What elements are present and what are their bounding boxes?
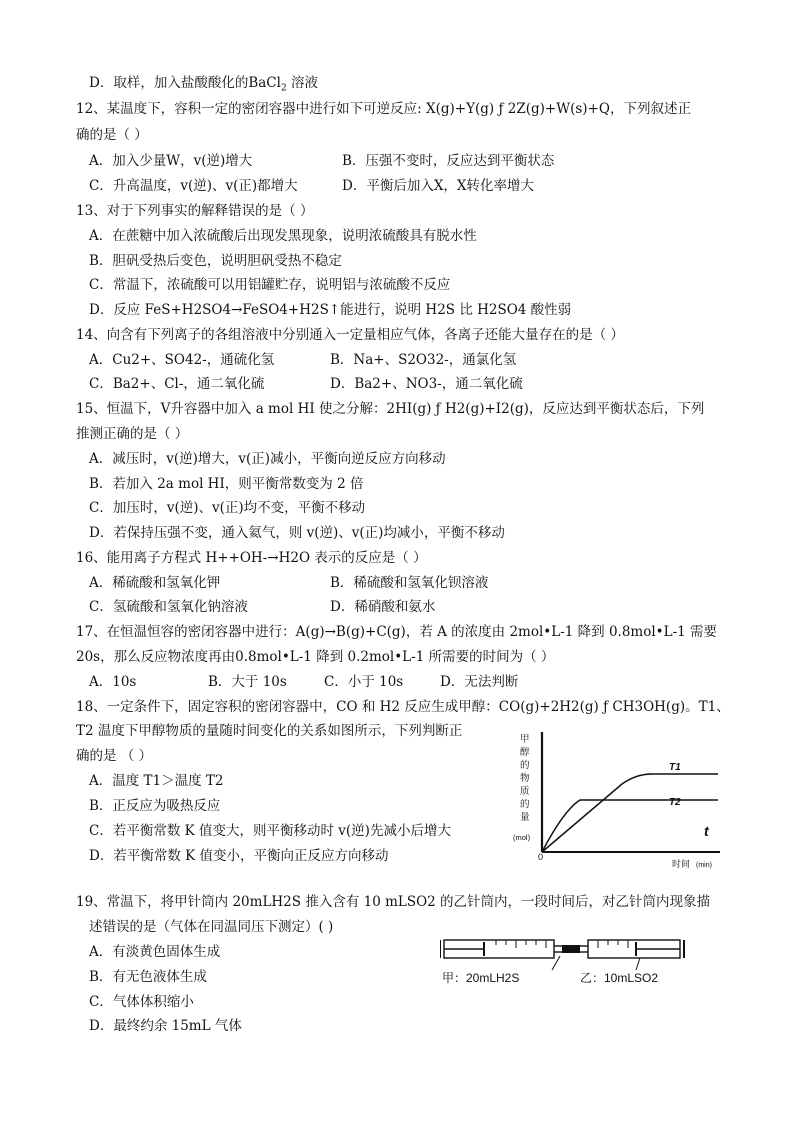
y-label-char: 量: [520, 812, 530, 823]
x-label: 时间: [672, 859, 691, 869]
q15-option-b: B．若加入 2a mol HI，则平衡常数变为 2 倍: [89, 476, 364, 492]
q19-option-a: A．有淡黄色固体生成: [89, 944, 221, 960]
q19-option-c: C．气体体积缩小: [89, 994, 194, 1010]
curve-t2: [542, 800, 718, 852]
y-label-char: 物: [520, 773, 530, 784]
syringe-connector: [562, 945, 580, 953]
q14-stem: 14、向含有下列离子的各组溶液中分别通入一定量相应气体，各离子还能大量存在的是（ ）: [76, 327, 624, 343]
q16-stem: 16、能用离子方程式 H++OH-→H2O 表示的反应是（ ）: [76, 550, 427, 566]
q15-option-d: D．若保持压强不变，通入氦气，则 v(逆)、v(正)均减小，平衡不移动: [89, 525, 505, 541]
q17-option-c: C．小于 10s: [324, 674, 404, 690]
q12-option-a: A．加入少量W，v(逆)增大: [89, 153, 253, 169]
q19-option-d: D．最终约余 15mL 气体: [89, 1018, 242, 1034]
q14-option-c: C．Ba2+、Cl-，通二氧化硫: [89, 376, 265, 392]
q17-option-b: B．大于 10s: [208, 674, 287, 690]
x-unit: (min): [696, 862, 712, 869]
q18-stem-cont: T2 温度下甲醇物质的量随时间变化的关系如图所示，下列判断正: [76, 723, 463, 739]
q13-stem: 13、对于下列事实的解释错误的是（ ）: [76, 203, 314, 219]
q13-option-d: D．反应 FeS+H2SO4→FeSO4+H2S↑能进行，说明 H2S 比 H2SO4 酸性弱: [89, 302, 572, 318]
q18-option-c: C．若平衡常数 K 值变大，则平衡移动时 v(逆)先减小后增大: [89, 823, 451, 839]
y-label-char: 醇: [520, 747, 530, 758]
q16-option-a: A．稀硫酸和氢氧化钾: [89, 575, 221, 591]
q13-option-a: A．在蔗糖中加入浓硫酸后出现发黑现象，说明浓硫酸具有脱水性: [89, 228, 477, 244]
q11-option-d: D．取样，加入盐酸酸化的BaCl$_2$ 溶液: [89, 75, 318, 94]
q13-option-c: C．常温下，浓硫酸可以用铝罐贮存，说明铝与浓硫酸不反应: [89, 277, 451, 293]
q12-option-b: B．压强不变时，反应达到平衡状态: [342, 153, 555, 169]
q17-stem: 17、在恒温恒容的密闭容器中进行：A(g)→B(g)+C(g)，若 A 的浓度由 2mol•L-1 降到 0.8mol•L-1 需要: [76, 624, 718, 640]
syringe-yi-label: 乙：10mLSO2: [580, 971, 659, 985]
q18-stem: 18、一定条件下，固定容积的密闭容器中，CO 和 H2 反应生成甲醇：CO(g)+2H2(g) ƒ CH3OH(g)。T1、: [76, 699, 730, 715]
q14-option-b: B．Na+、S2O32-，通氯化氢: [330, 352, 517, 368]
y-label-char: 质: [520, 786, 530, 797]
q16-option-d: D．稀硝酸和氨水: [330, 599, 436, 615]
q18-stem-cont2: 确的是 （ ）: [76, 748, 153, 764]
q11-option-d-tail: 溶液: [290, 75, 318, 91]
series-label-t2: T2: [669, 797, 681, 808]
origin-label: 0: [538, 852, 544, 862]
methanol-time-graph: [512, 728, 726, 874]
q14-option-a: A．Cu2+、SO42-，通硫化氢: [89, 352, 275, 368]
q14-option-d: D．Ba2+、NO3-，通二氧化硫: [330, 376, 523, 392]
q15-stem: 15、恒温下，V升容器中加入 a mol HI 使之分解：2HI(g) ƒ H2(g)+I2(g)，反应达到平衡状态后，下列: [76, 401, 705, 417]
q19-stem-cont: 述错误的是（气体在同温同压下测定）( ): [89, 919, 334, 935]
q12-option-d: D．平衡后加入X，X转化率增大: [342, 178, 535, 194]
q18-option-b: B．正反应为吸热反应: [89, 798, 221, 814]
q19-option-b: B．有无色液体生成: [89, 969, 207, 985]
y-label-char: 的: [520, 760, 530, 771]
q17-option-d: D．无法判断: [440, 674, 519, 690]
syringe-apparatus: [440, 936, 692, 996]
series-label-t1: T1: [669, 762, 681, 773]
q16-option-c: C．氢硫酸和氢氧化钠溶液: [89, 599, 248, 615]
x-symbol: t: [704, 823, 709, 839]
q16-option-b: B．稀硫酸和氢氧化钡溶液: [330, 575, 489, 591]
q12-stem: 12、某温度下，容积一定的密闭容器中进行如下可逆反应: X(g)+Y(g) ƒ 2Z(g)+W(s)+Q，下列叙述正: [76, 101, 691, 117]
q19-stem: 19、常温下，将甲针筒内 20mLH2S 推入含有 10 mLSO2 的乙针筒内，一段时间后，对乙针筒内现象描: [76, 894, 711, 910]
q12-option-c: C．升高温度，v(逆)、v(正)都增大: [89, 178, 298, 194]
q13-option-b: B．胆矾受热后变色，说明胆矾受热不稳定: [89, 253, 342, 269]
q11-option-d-text: D．取样，加入盐酸酸化的BaCl: [89, 75, 281, 91]
q18-option-d: D．若平衡常数 K 值变小，平衡向正反应方向移动: [89, 848, 389, 864]
y-unit: (mol): [513, 833, 531, 842]
q15-option-c: C．加压时，v(逆)、v(正)均不变，平衡不移动: [89, 500, 366, 516]
syringe-jia-label: 甲：20mLH2S: [442, 971, 520, 985]
y-label-char: 的: [520, 799, 530, 810]
q15-stem-cont: 推测正确的是（ ）: [76, 426, 189, 442]
q17-stem-cont: 20s，那么反应物浓度再由0.8mol•L-1 降到 0.2mol•L-1 所需要的时间为（ ）: [76, 649, 555, 665]
q15-option-a: A．减压时，v(逆)增大，v(正)减小，平衡向逆反应方向移动: [89, 451, 446, 467]
y-label-char: 甲: [520, 734, 530, 745]
q18-option-a: A．温度 T1＞温度 T2: [89, 773, 224, 789]
q17-option-a: A．10s: [89, 674, 137, 690]
curve-t1: [542, 774, 718, 852]
q12-stem-cont: 确的是（ ）: [76, 127, 148, 143]
